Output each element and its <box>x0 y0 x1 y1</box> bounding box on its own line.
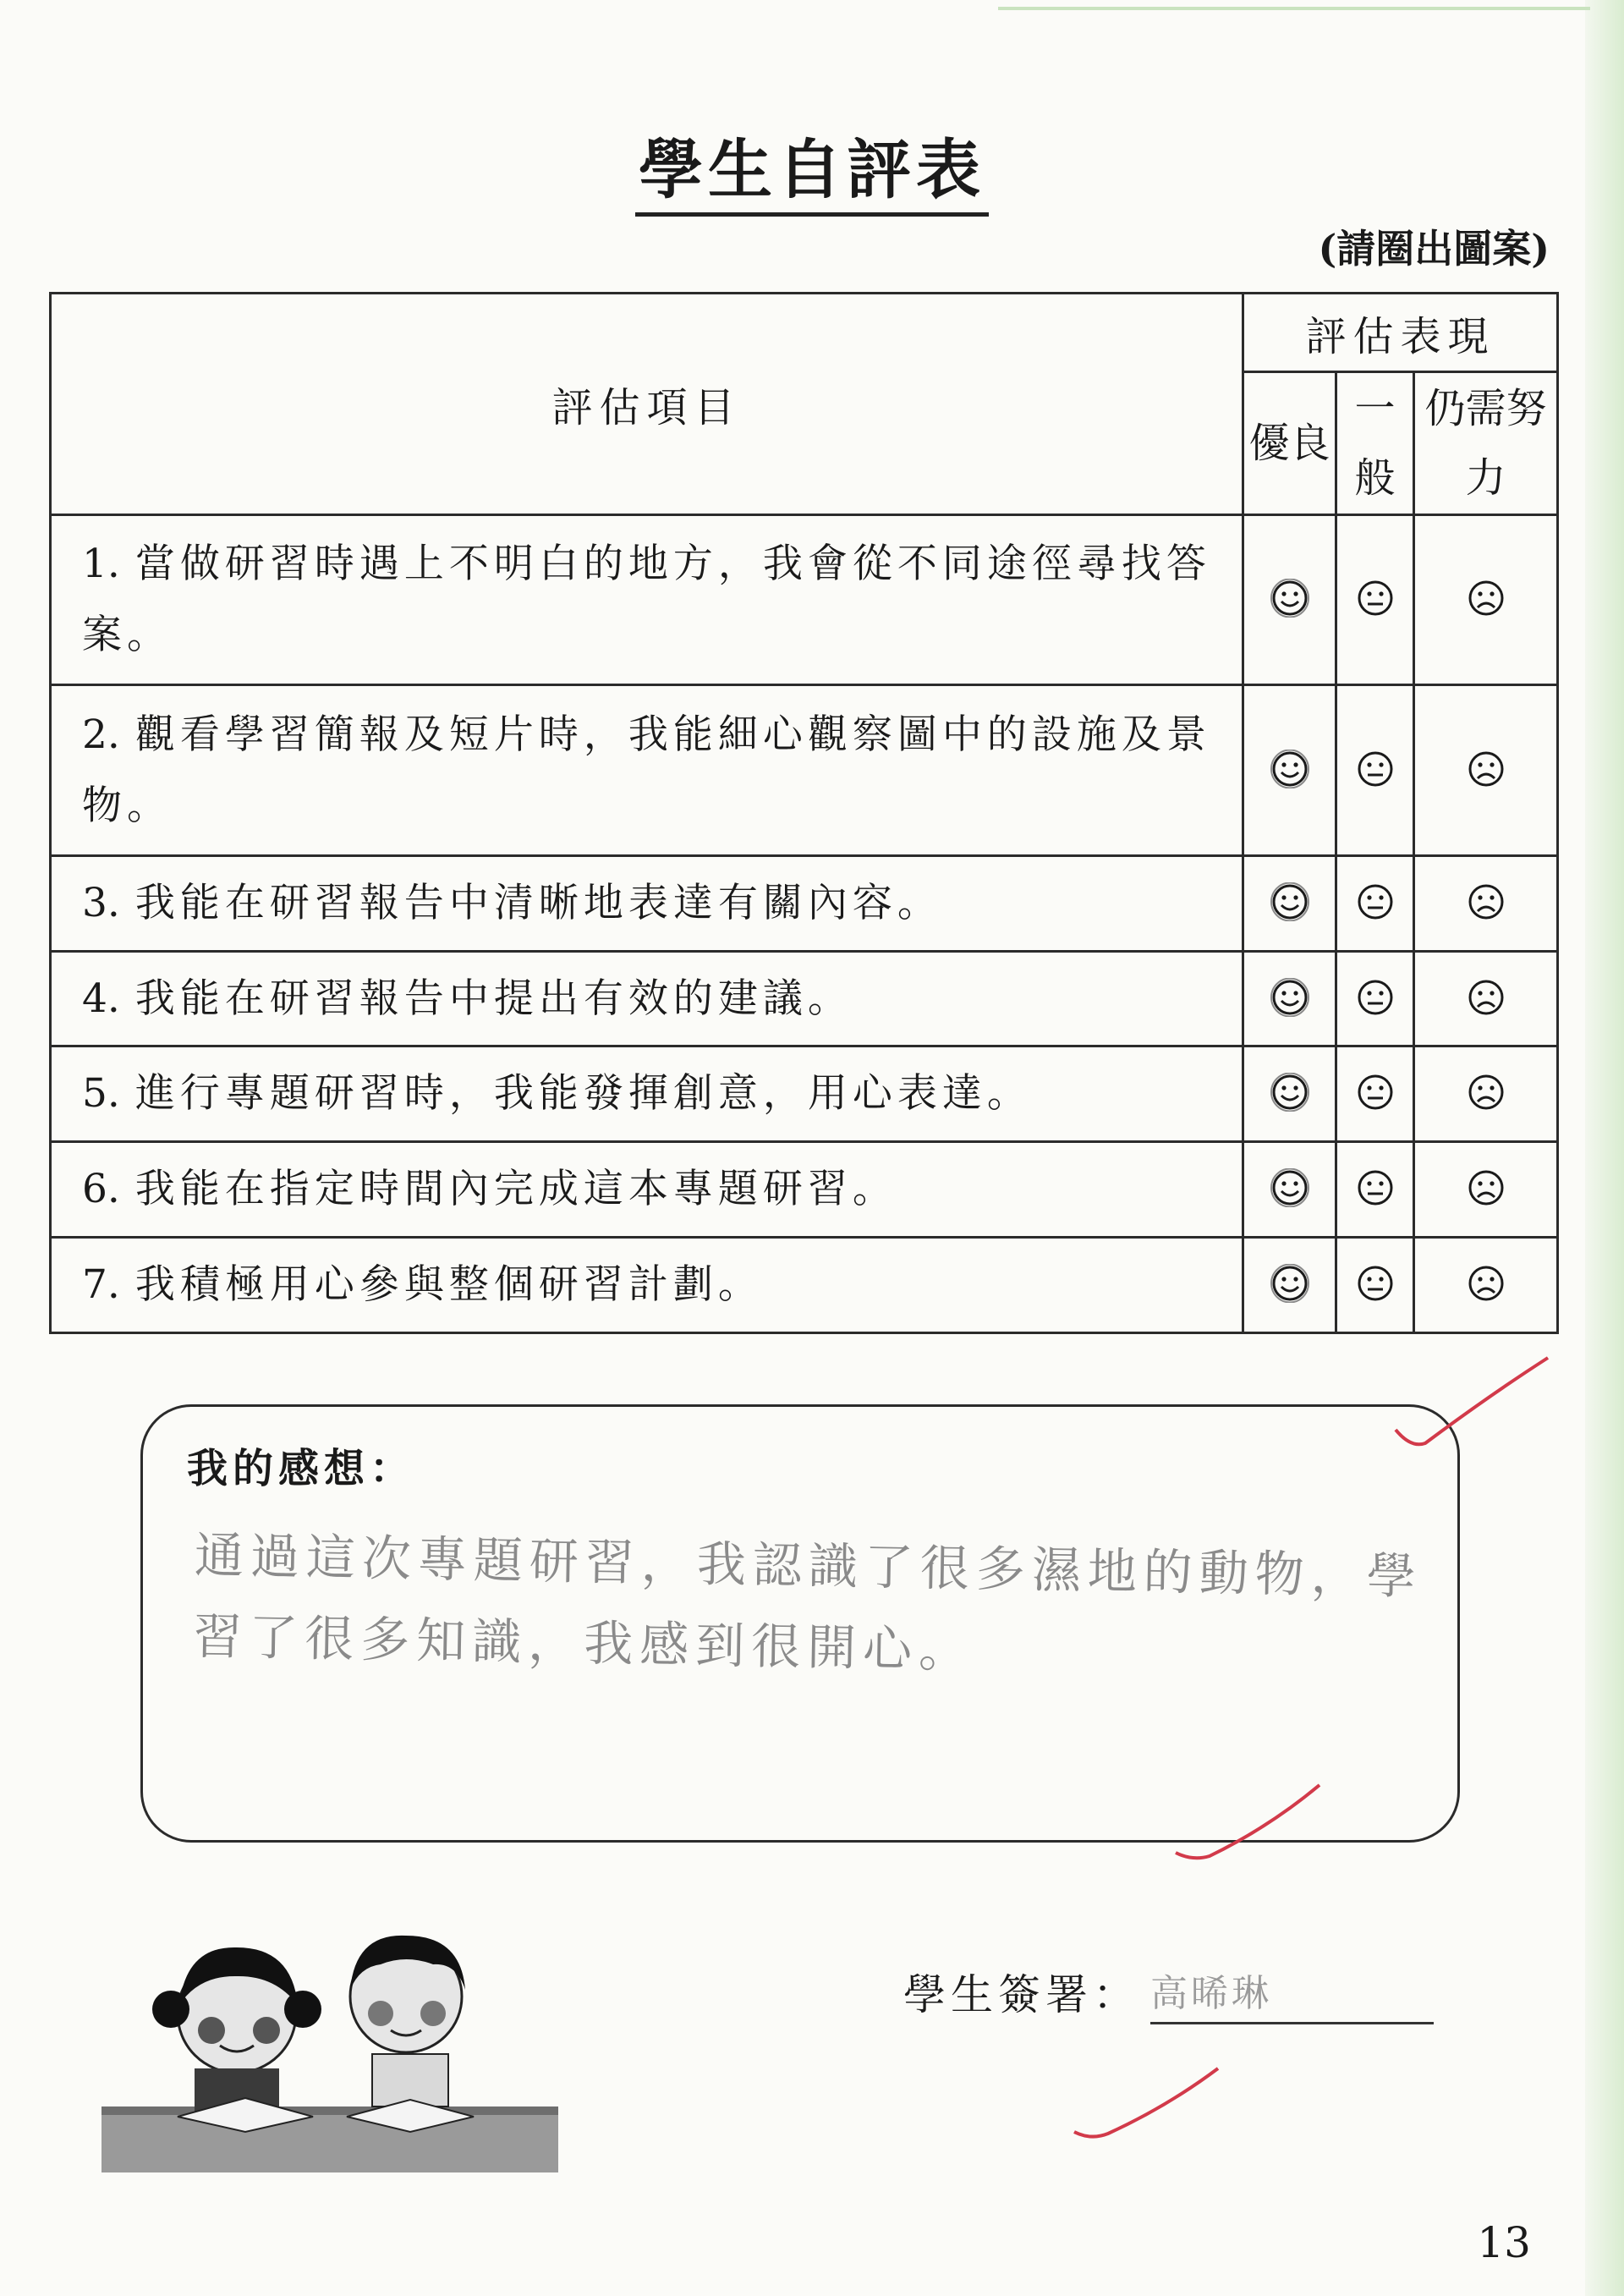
item-number: 3. <box>82 879 120 926</box>
signature-handwriting: 高晞琳 <box>1150 1963 1434 2024</box>
smiley-happy-icon <box>1270 750 1309 788</box>
assessment-item <box>51 515 1243 685</box>
rating-cell-needs-effort[interactable] <box>1414 515 1558 685</box>
smiley-happy-icon <box>1270 1168 1309 1207</box>
smiley-happy-icon <box>1270 1073 1309 1112</box>
smiley-sad-icon <box>1467 978 1506 1017</box>
assessment-item <box>51 1046 1243 1142</box>
rating-cell-excellent[interactable] <box>1243 515 1336 685</box>
rating-cell-needs-effort[interactable] <box>1414 951 1558 1046</box>
page-edge <box>1585 0 1624 2296</box>
rating-cell-average[interactable] <box>1336 1142 1414 1238</box>
smiley-happy-icon <box>1270 978 1309 1017</box>
rating-cell-excellent[interactable] <box>1243 855 1336 951</box>
table-row <box>51 1046 1558 1142</box>
table-row <box>51 1142 1558 1238</box>
smiley-neutral-icon <box>1356 1073 1395 1112</box>
smiley-happy-icon <box>1270 882 1309 921</box>
item-number: 4. <box>82 975 120 1022</box>
smiley-neutral-icon <box>1356 579 1395 618</box>
evaluation-table <box>49 292 1559 1334</box>
item-text: 我能在研習報告中提出有效的建議。 <box>134 975 853 1022</box>
smiley-happy-icon <box>1270 579 1309 618</box>
rating-cell-needs-effort[interactable] <box>1414 685 1558 855</box>
rating-header: 評估表現 <box>1243 294 1558 372</box>
children-reading-illustration <box>102 1895 567 2174</box>
smiley-sad-icon <box>1467 1264 1506 1303</box>
item-number: 6. <box>82 1166 120 1213</box>
check-mark-icon <box>1074 2068 1218 2137</box>
item-number: 2. <box>82 711 120 758</box>
table-row <box>51 951 1558 1046</box>
page-edge-top <box>998 7 1590 10</box>
item-text: 我積極用心參與整個研習計劃。 <box>134 1261 763 1309</box>
table-row <box>51 855 1558 951</box>
item-header: 評估項目 <box>51 294 1243 515</box>
rating-cell-average[interactable] <box>1336 1238 1414 1333</box>
assessment-item <box>51 951 1243 1046</box>
rating-col-average: 一般 <box>1336 372 1414 515</box>
thoughts-label: 我的感想： <box>187 1445 416 1492</box>
rating-cell-average[interactable] <box>1336 855 1414 951</box>
rating-cell-excellent[interactable] <box>1243 951 1336 1046</box>
smiley-neutral-icon <box>1356 1264 1395 1303</box>
table-row <box>51 515 1558 685</box>
smiley-neutral-icon <box>1356 882 1395 921</box>
rating-cell-average[interactable] <box>1336 951 1414 1046</box>
item-text: 觀看學習簡報及短片時，我能細心觀察圖中的設施及景物。 <box>82 711 1211 829</box>
rating-cell-needs-effort[interactable] <box>1414 855 1558 951</box>
assessment-item <box>51 685 1243 855</box>
item-text: 我能在研習報告中清晰地表達有關內容。 <box>134 879 942 926</box>
rating-cell-needs-effort[interactable] <box>1414 1046 1558 1142</box>
thoughts-handwriting: 通過這次專題研習，我認識了很多濕地的動物，學習了很多知識，我感到很開心。 <box>192 1526 1424 1679</box>
item-text: 進行專題研習時，我能發揮創意，用心表達。 <box>134 1070 1032 1118</box>
thoughts-box <box>140 1404 1460 1843</box>
item-text: 我能在指定時間內完成這本專題研習。 <box>134 1166 897 1213</box>
assessment-item <box>51 1142 1243 1238</box>
table-row <box>51 1238 1558 1333</box>
rating-cell-excellent[interactable] <box>1243 1238 1336 1333</box>
rating-cell-average[interactable] <box>1336 685 1414 855</box>
rating-cell-average[interactable] <box>1336 1046 1414 1142</box>
table-row <box>51 685 1558 855</box>
rating-cell-average[interactable] <box>1336 515 1414 685</box>
rating-col-excellent: 優良 <box>1243 372 1336 515</box>
rating-cell-excellent[interactable] <box>1243 1142 1336 1238</box>
smiley-sad-icon <box>1467 1073 1506 1112</box>
rating-cell-needs-effort[interactable] <box>1414 1142 1558 1238</box>
smiley-sad-icon <box>1467 1168 1506 1207</box>
assessment-item <box>51 855 1243 951</box>
smiley-sad-icon <box>1467 750 1506 788</box>
smiley-sad-icon <box>1467 882 1506 921</box>
rating-cell-excellent[interactable] <box>1243 1046 1336 1142</box>
instruction-text: (請圈出圖案) <box>1318 226 1550 272</box>
smiley-sad-icon <box>1467 579 1506 618</box>
item-number: 5. <box>82 1070 120 1118</box>
item-number: 1. <box>82 541 120 588</box>
smiley-neutral-icon <box>1356 978 1395 1017</box>
page-title: 學生自評表 <box>0 118 1624 211</box>
rating-cell-excellent[interactable] <box>1243 685 1336 855</box>
page-number: 13 <box>1477 2218 1531 2267</box>
smiley-happy-icon <box>1270 1264 1309 1303</box>
item-number: 7. <box>82 1261 120 1309</box>
rating-cell-needs-effort[interactable] <box>1414 1238 1558 1333</box>
smiley-neutral-icon <box>1356 1168 1395 1207</box>
assessment-item <box>51 1238 1243 1333</box>
rating-col-needs-effort: 仍需努力 <box>1414 372 1558 515</box>
smiley-neutral-icon <box>1356 750 1395 788</box>
item-text: 當做研習時遇上不明白的地方，我會從不同途徑尋找答案。 <box>82 541 1211 659</box>
signature-label: 學生簽署： <box>903 1970 1140 2019</box>
